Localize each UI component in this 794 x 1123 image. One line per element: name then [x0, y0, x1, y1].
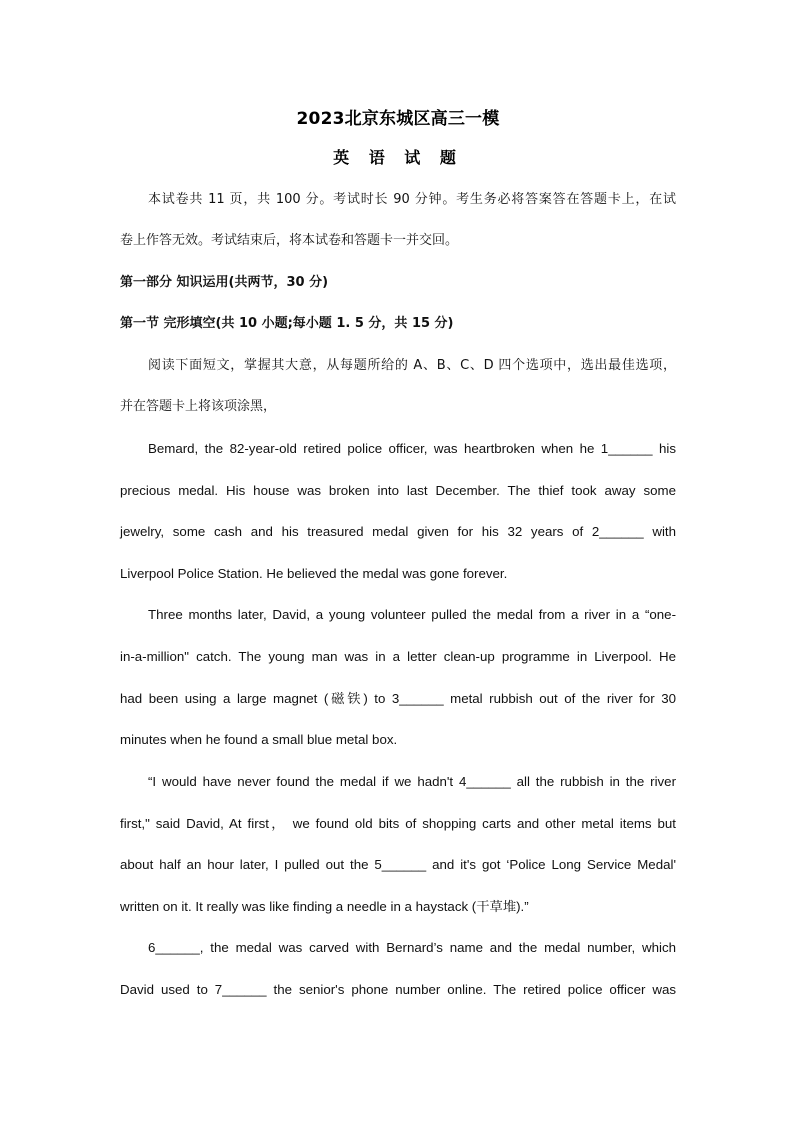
passage-line-9: “I would have never found the medal if we hadn't 4______ all the rubbish in the river: [148, 774, 676, 789]
passage-line-1: Bemard, the 82-year-old retired police officer, was heartbroken when he 1______ his: [148, 441, 676, 456]
part-heading: 第一部分 知识运用(共两节，30 分): [120, 275, 329, 290]
passage-line-14: David used to 7______ the senior's phone number online. The retired police officer was: [120, 982, 676, 997]
section-heading: 第一节 完形填空(共 10 小题;每小题 1. 5 分，共 15 分): [120, 316, 454, 331]
intro-line-1: 本试卷共 11 页，共 100 分。考试时长 90 分钟。考生务必将答案答在答题卡上，在试: [148, 192, 676, 207]
passage-line-3: jewelry, some cash and his treasured medal given for his 32 years of 2______ with: [120, 524, 676, 539]
passage-line-11: about half an hour later, I pulled out the 5______ and it's got ‘Police Long Service Medal': [120, 857, 676, 872]
passage-line-12: written on it. It really was like finding a needle in a haystack (干草堆).”: [120, 899, 529, 914]
passage-line-10: first," said David, At first， we found old bits of shopping carts and other metal items but: [120, 816, 676, 831]
passage-line-7: had been using a large magnet (磁铁) to 3______ metal rubbish out of the river for 30: [120, 691, 676, 706]
passage-line-6: in-a-million" catch. The young man was in a letter clean-up programme in Liverpool. He: [120, 649, 676, 664]
passage-line-2: precious medal. His house was broken into last December. The thief took away some: [120, 483, 676, 498]
document-subtitle: 英 语 试 题: [333, 148, 463, 167]
instruction-line-2: 并在答题卡上将该项涂黑，: [120, 399, 277, 414]
passage-line-5: Three months later, David, a young volunteer pulled the medal from a river in a “one-: [148, 607, 676, 622]
passage-line-13: 6______, the medal was carved with Bernard’s name and the medal number, which: [148, 940, 676, 955]
instruction-line-1: 阅读下面短文，掌握其大意，从每题所给的 A、B、C、D 四个选项中，选出最佳选项，: [148, 358, 676, 373]
passage-line-8: minutes when he found a small blue metal box.: [120, 732, 398, 747]
document-title: 2023北京东城区高三一模: [296, 109, 500, 129]
intro-line-2: 卷上作答无效。考试结束后，将本试卷和答题卡一并交回。: [120, 233, 459, 248]
passage-line-4: Liverpool Police Station. He believed the medal was gone forever.: [120, 566, 508, 581]
